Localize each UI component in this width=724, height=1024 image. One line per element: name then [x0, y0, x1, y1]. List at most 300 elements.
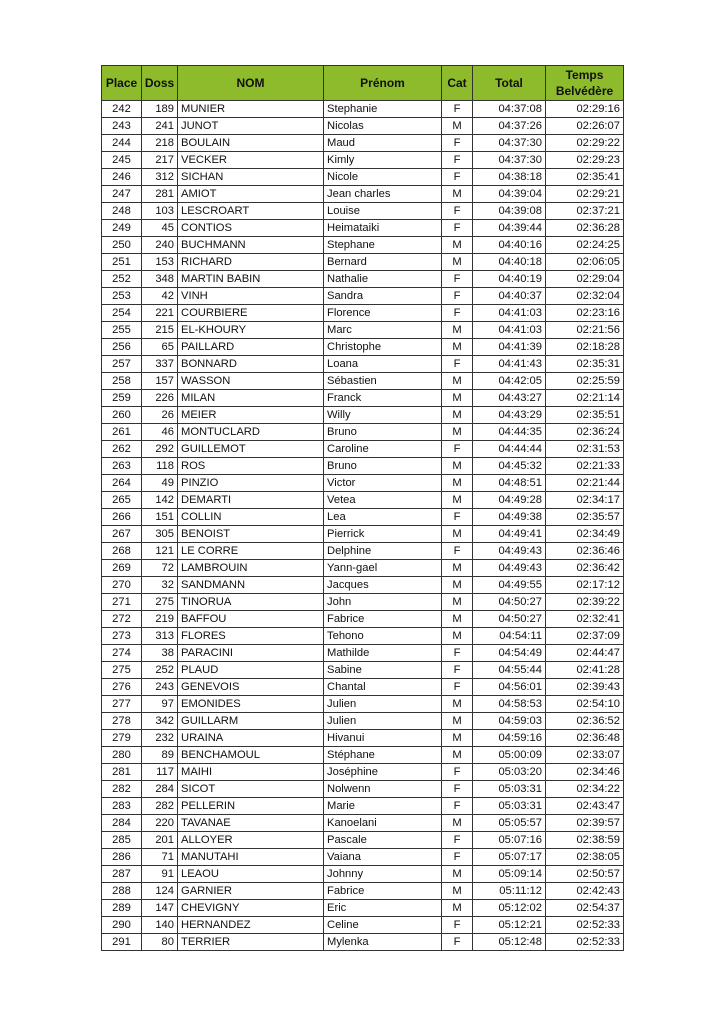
cell-total: 04:58:53	[473, 696, 546, 713]
cell-place: 291	[102, 934, 142, 951]
cell-doss: 89	[142, 747, 178, 764]
cell-prenom: Bruno	[324, 458, 442, 475]
cell-nom: GENEVOIS	[178, 679, 324, 696]
cell-place: 283	[102, 798, 142, 815]
cell-total: 04:42:05	[473, 373, 546, 390]
table-row	[102, 424, 624, 441]
cell-prenom: Marc	[324, 322, 442, 339]
cell-total: 05:07:16	[473, 832, 546, 849]
cell-temps-belvedere: 02:36:48	[546, 730, 624, 747]
cell-place: 268	[102, 543, 142, 560]
cell-prenom: Vaiana	[324, 849, 442, 866]
cell-doss: 153	[142, 254, 178, 271]
table-row	[102, 781, 624, 798]
cell-doss: 240	[142, 237, 178, 254]
cell-nom: LE CORRE	[178, 543, 324, 560]
cell-nom: RICHARD	[178, 254, 324, 271]
cell-place: 289	[102, 900, 142, 917]
cell-cat: M	[442, 237, 473, 254]
cell-cat: M	[442, 492, 473, 509]
cell-temps-belvedere: 02:54:37	[546, 900, 624, 917]
cell-nom: BENCHAMOUL	[178, 747, 324, 764]
cell-total: 04:37:26	[473, 118, 546, 135]
cell-prenom: Joséphine	[324, 764, 442, 781]
cell-cat: M	[442, 747, 473, 764]
table-row	[102, 509, 624, 526]
cell-nom: BENOIST	[178, 526, 324, 543]
cell-nom: PELLERIN	[178, 798, 324, 815]
cell-cat: F	[442, 305, 473, 322]
cell-place: 249	[102, 220, 142, 237]
cell-doss: 38	[142, 645, 178, 662]
cell-place: 246	[102, 169, 142, 186]
header-doss: Doss	[142, 66, 178, 101]
cell-total: 04:59:03	[473, 713, 546, 730]
cell-total: 04:41:03	[473, 305, 546, 322]
cell-doss: 305	[142, 526, 178, 543]
cell-prenom: Nicole	[324, 169, 442, 186]
cell-place: 279	[102, 730, 142, 747]
cell-nom: LAMBROUIN	[178, 560, 324, 577]
cell-total: 05:12:48	[473, 934, 546, 951]
cell-doss: 26	[142, 407, 178, 424]
cell-nom: TINORUA	[178, 594, 324, 611]
cell-temps-belvedere: 02:29:16	[546, 101, 624, 118]
cell-temps-belvedere: 02:21:44	[546, 475, 624, 492]
cell-nom: CHEVIGNY	[178, 900, 324, 917]
cell-cat: F	[442, 101, 473, 118]
cell-nom: COLLIN	[178, 509, 324, 526]
cell-temps-belvedere: 02:44:47	[546, 645, 624, 662]
cell-place: 256	[102, 339, 142, 356]
cell-nom: ALLOYER	[178, 832, 324, 849]
cell-total: 04:40:18	[473, 254, 546, 271]
cell-total: 04:39:44	[473, 220, 546, 237]
cell-nom: BUCHMANN	[178, 237, 324, 254]
cell-doss: 45	[142, 220, 178, 237]
cell-nom: ROS	[178, 458, 324, 475]
cell-total: 04:41:43	[473, 356, 546, 373]
cell-nom: PAILLARD	[178, 339, 324, 356]
cell-doss: 252	[142, 662, 178, 679]
cell-prenom: Stephane	[324, 237, 442, 254]
cell-nom: AMIOT	[178, 186, 324, 203]
cell-total: 05:03:20	[473, 764, 546, 781]
cell-place: 284	[102, 815, 142, 832]
cell-prenom: Stéphane	[324, 747, 442, 764]
cell-total: 05:05:57	[473, 815, 546, 832]
table-row	[102, 798, 624, 815]
cell-nom: GUILLEMOT	[178, 441, 324, 458]
cell-doss: 32	[142, 577, 178, 594]
cell-nom: HERNANDEZ	[178, 917, 324, 934]
cell-nom: JUNOT	[178, 118, 324, 135]
cell-nom: TERRIER	[178, 934, 324, 951]
cell-doss: 275	[142, 594, 178, 611]
cell-place: 290	[102, 917, 142, 934]
table-row	[102, 917, 624, 934]
cell-doss: 284	[142, 781, 178, 798]
table-row	[102, 373, 624, 390]
cell-cat: M	[442, 526, 473, 543]
table-row	[102, 135, 624, 152]
cell-place: 244	[102, 135, 142, 152]
cell-total: 05:07:17	[473, 849, 546, 866]
cell-cat: F	[442, 832, 473, 849]
cell-cat: M	[442, 628, 473, 645]
cell-temps-belvedere: 02:06:05	[546, 254, 624, 271]
cell-nom: BAFFOU	[178, 611, 324, 628]
cell-total: 04:59:16	[473, 730, 546, 747]
results-table	[101, 65, 624, 951]
table-row	[102, 764, 624, 781]
cell-temps-belvedere: 02:25:59	[546, 373, 624, 390]
cell-nom: EMONIDES	[178, 696, 324, 713]
cell-cat: F	[442, 152, 473, 169]
cell-nom: MONTUCLARD	[178, 424, 324, 441]
cell-nom: VECKER	[178, 152, 324, 169]
cell-total: 05:03:31	[473, 798, 546, 815]
cell-place: 259	[102, 390, 142, 407]
cell-prenom: Caroline	[324, 441, 442, 458]
table-row	[102, 713, 624, 730]
cell-total: 04:40:16	[473, 237, 546, 254]
cell-temps-belvedere: 02:37:21	[546, 203, 624, 220]
cell-total: 05:09:14	[473, 866, 546, 883]
table-row	[102, 322, 624, 339]
cell-total: 05:03:31	[473, 781, 546, 798]
cell-doss: 117	[142, 764, 178, 781]
cell-doss: 124	[142, 883, 178, 900]
cell-prenom: Nolwenn	[324, 781, 442, 798]
cell-nom: GARNIER	[178, 883, 324, 900]
cell-nom: PINZIO	[178, 475, 324, 492]
cell-prenom: Florence	[324, 305, 442, 322]
header-cat: Cat	[442, 66, 473, 101]
cell-place: 252	[102, 271, 142, 288]
cell-doss: 118	[142, 458, 178, 475]
cell-prenom: Pascale	[324, 832, 442, 849]
cell-place: 285	[102, 832, 142, 849]
cell-cat: F	[442, 169, 473, 186]
table-row	[102, 305, 624, 322]
cell-temps-belvedere: 02:39:43	[546, 679, 624, 696]
cell-place: 251	[102, 254, 142, 271]
table-row	[102, 696, 624, 713]
cell-prenom: Nathalie	[324, 271, 442, 288]
cell-nom: SICHAN	[178, 169, 324, 186]
cell-cat: M	[442, 900, 473, 917]
cell-cat: F	[442, 271, 473, 288]
header-place: Place	[102, 66, 142, 101]
table-row	[102, 237, 624, 254]
cell-nom: COURBIERE	[178, 305, 324, 322]
cell-temps-belvedere: 02:34:17	[546, 492, 624, 509]
cell-prenom: Maud	[324, 135, 442, 152]
cell-place: 269	[102, 560, 142, 577]
table-row	[102, 203, 624, 220]
table-row	[102, 832, 624, 849]
cell-total: 04:39:04	[473, 186, 546, 203]
cell-nom: BOULAIN	[178, 135, 324, 152]
cell-temps-belvedere: 02:26:07	[546, 118, 624, 135]
cell-cat: F	[442, 135, 473, 152]
cell-temps-belvedere: 02:34:46	[546, 764, 624, 781]
cell-total: 04:50:27	[473, 611, 546, 628]
cell-temps-belvedere: 02:24:25	[546, 237, 624, 254]
table-row	[102, 900, 624, 917]
table-row	[102, 730, 624, 747]
table-row	[102, 594, 624, 611]
cell-prenom: Jacques	[324, 577, 442, 594]
table-row	[102, 849, 624, 866]
cell-nom: FLORES	[178, 628, 324, 645]
cell-prenom: Kanoelani	[324, 815, 442, 832]
cell-cat: F	[442, 645, 473, 662]
cell-doss: 142	[142, 492, 178, 509]
cell-cat: M	[442, 254, 473, 271]
cell-nom: MAIHI	[178, 764, 324, 781]
cell-nom: MARTIN BABIN	[178, 271, 324, 288]
cell-total: 04:44:35	[473, 424, 546, 441]
cell-temps-belvedere: 02:38:59	[546, 832, 624, 849]
cell-temps-belvedere: 02:36:46	[546, 543, 624, 560]
cell-cat: M	[442, 390, 473, 407]
cell-total: 04:37:08	[473, 101, 546, 118]
cell-total: 04:37:30	[473, 152, 546, 169]
cell-total: 04:45:32	[473, 458, 546, 475]
cell-total: 04:49:38	[473, 509, 546, 526]
cell-temps-belvedere: 02:21:56	[546, 322, 624, 339]
cell-doss: 281	[142, 186, 178, 203]
cell-temps-belvedere: 02:33:07	[546, 747, 624, 764]
cell-temps-belvedere: 02:42:43	[546, 883, 624, 900]
cell-doss: 292	[142, 441, 178, 458]
cell-prenom: Julien	[324, 696, 442, 713]
cell-cat: F	[442, 849, 473, 866]
table-row	[102, 611, 624, 628]
cell-doss: 220	[142, 815, 178, 832]
cell-cat: M	[442, 713, 473, 730]
cell-place: 247	[102, 186, 142, 203]
cell-place: 254	[102, 305, 142, 322]
cell-place: 242	[102, 101, 142, 118]
header-total: Total	[473, 66, 546, 101]
cell-place: 271	[102, 594, 142, 611]
table-row	[102, 747, 624, 764]
cell-place: 255	[102, 322, 142, 339]
cell-total: 04:41:03	[473, 322, 546, 339]
table-row	[102, 934, 624, 951]
cell-nom: VINH	[178, 288, 324, 305]
cell-temps-belvedere: 02:29:04	[546, 271, 624, 288]
cell-prenom: Johnny	[324, 866, 442, 883]
cell-cat: F	[442, 798, 473, 815]
cell-nom: BONNARD	[178, 356, 324, 373]
cell-doss: 243	[142, 679, 178, 696]
cell-cat: M	[442, 475, 473, 492]
cell-doss: 348	[142, 271, 178, 288]
cell-temps-belvedere: 02:35:31	[546, 356, 624, 373]
cell-temps-belvedere: 02:34:49	[546, 526, 624, 543]
header-row	[102, 66, 624, 101]
cell-cat: M	[442, 696, 473, 713]
cell-temps-belvedere: 02:36:42	[546, 560, 624, 577]
cell-nom: URAINA	[178, 730, 324, 747]
cell-prenom: Hivanui	[324, 730, 442, 747]
cell-nom: TAVANAE	[178, 815, 324, 832]
table-row	[102, 152, 624, 169]
cell-total: 04:49:55	[473, 577, 546, 594]
cell-total: 04:54:11	[473, 628, 546, 645]
cell-doss: 226	[142, 390, 178, 407]
cell-cat: M	[442, 883, 473, 900]
cell-prenom: John	[324, 594, 442, 611]
cell-doss: 140	[142, 917, 178, 934]
cell-temps-belvedere: 02:54:10	[546, 696, 624, 713]
cell-total: 04:41:39	[473, 339, 546, 356]
cell-place: 248	[102, 203, 142, 220]
cell-place: 274	[102, 645, 142, 662]
table-row	[102, 407, 624, 424]
cell-total: 05:12:21	[473, 917, 546, 934]
header-temps-line1: Temps	[565, 68, 604, 82]
table-row	[102, 101, 624, 118]
cell-total: 04:55:44	[473, 662, 546, 679]
cell-cat: M	[442, 373, 473, 390]
cell-doss: 189	[142, 101, 178, 118]
table-row	[102, 628, 624, 645]
cell-cat: M	[442, 424, 473, 441]
cell-total: 04:49:28	[473, 492, 546, 509]
cell-temps-belvedere: 02:52:33	[546, 917, 624, 934]
cell-cat: M	[442, 322, 473, 339]
cell-doss: 218	[142, 135, 178, 152]
cell-total: 04:56:01	[473, 679, 546, 696]
cell-temps-belvedere: 02:32:41	[546, 611, 624, 628]
cell-cat: F	[442, 356, 473, 373]
cell-prenom: Sébastien	[324, 373, 442, 390]
cell-cat: F	[442, 220, 473, 237]
cell-doss: 91	[142, 866, 178, 883]
cell-cat: M	[442, 560, 473, 577]
cell-prenom: Louise	[324, 203, 442, 220]
cell-doss: 49	[142, 475, 178, 492]
cell-prenom: Mylenka	[324, 934, 442, 951]
cell-cat: F	[442, 509, 473, 526]
cell-doss: 65	[142, 339, 178, 356]
cell-cat: M	[442, 611, 473, 628]
cell-nom: EL-KHOURY	[178, 322, 324, 339]
cell-prenom: Franck	[324, 390, 442, 407]
cell-temps-belvedere: 02:35:51	[546, 407, 624, 424]
cell-total: 04:43:27	[473, 390, 546, 407]
cell-nom: SICOT	[178, 781, 324, 798]
cell-prenom: Yann-gael	[324, 560, 442, 577]
cell-prenom: Delphine	[324, 543, 442, 560]
table-row	[102, 390, 624, 407]
cell-temps-belvedere: 02:29:22	[546, 135, 624, 152]
cell-prenom: Mathilde	[324, 645, 442, 662]
cell-temps-belvedere: 02:18:28	[546, 339, 624, 356]
cell-prenom: Julien	[324, 713, 442, 730]
cell-temps-belvedere: 02:39:57	[546, 815, 624, 832]
cell-doss: 221	[142, 305, 178, 322]
cell-cat: F	[442, 781, 473, 798]
cell-temps-belvedere: 02:31:53	[546, 441, 624, 458]
cell-doss: 219	[142, 611, 178, 628]
cell-cat: F	[442, 203, 473, 220]
cell-temps-belvedere: 02:38:05	[546, 849, 624, 866]
cell-prenom: Sabine	[324, 662, 442, 679]
results-body	[102, 101, 624, 951]
cell-cat: M	[442, 594, 473, 611]
cell-prenom: Fabrice	[324, 611, 442, 628]
cell-total: 05:12:02	[473, 900, 546, 917]
cell-prenom: Jean charles	[324, 186, 442, 203]
table-row	[102, 662, 624, 679]
cell-nom: MEIER	[178, 407, 324, 424]
cell-cat: F	[442, 288, 473, 305]
cell-doss: 46	[142, 424, 178, 441]
table-row	[102, 271, 624, 288]
cell-cat: F	[442, 662, 473, 679]
cell-prenom: Bruno	[324, 424, 442, 441]
cell-doss: 217	[142, 152, 178, 169]
cell-nom: WASSON	[178, 373, 324, 390]
cell-total: 04:44:44	[473, 441, 546, 458]
table-row	[102, 883, 624, 900]
cell-place: 264	[102, 475, 142, 492]
table-row	[102, 458, 624, 475]
cell-doss: 282	[142, 798, 178, 815]
table-row	[102, 866, 624, 883]
cell-place: 260	[102, 407, 142, 424]
table-row	[102, 543, 624, 560]
cell-cat: M	[442, 118, 473, 135]
cell-total: 04:40:19	[473, 271, 546, 288]
cell-place: 245	[102, 152, 142, 169]
cell-place: 243	[102, 118, 142, 135]
table-row	[102, 288, 624, 305]
cell-doss: 241	[142, 118, 178, 135]
cell-cat: F	[442, 934, 473, 951]
cell-total: 04:49:43	[473, 543, 546, 560]
cell-prenom: Stephanie	[324, 101, 442, 118]
cell-place: 273	[102, 628, 142, 645]
cell-temps-belvedere: 02:36:52	[546, 713, 624, 730]
cell-temps-belvedere: 02:43:47	[546, 798, 624, 815]
cell-doss: 342	[142, 713, 178, 730]
cell-place: 266	[102, 509, 142, 526]
cell-doss: 80	[142, 934, 178, 951]
table-row	[102, 475, 624, 492]
cell-temps-belvedere: 02:41:28	[546, 662, 624, 679]
cell-place: 272	[102, 611, 142, 628]
table-row	[102, 679, 624, 696]
cell-place: 288	[102, 883, 142, 900]
cell-cat: M	[442, 730, 473, 747]
cell-doss: 147	[142, 900, 178, 917]
cell-total: 04:40:37	[473, 288, 546, 305]
cell-temps-belvedere: 02:32:04	[546, 288, 624, 305]
table-row	[102, 254, 624, 271]
cell-doss: 97	[142, 696, 178, 713]
cell-doss: 232	[142, 730, 178, 747]
cell-prenom: Vetea	[324, 492, 442, 509]
cell-doss: 42	[142, 288, 178, 305]
cell-place: 263	[102, 458, 142, 475]
